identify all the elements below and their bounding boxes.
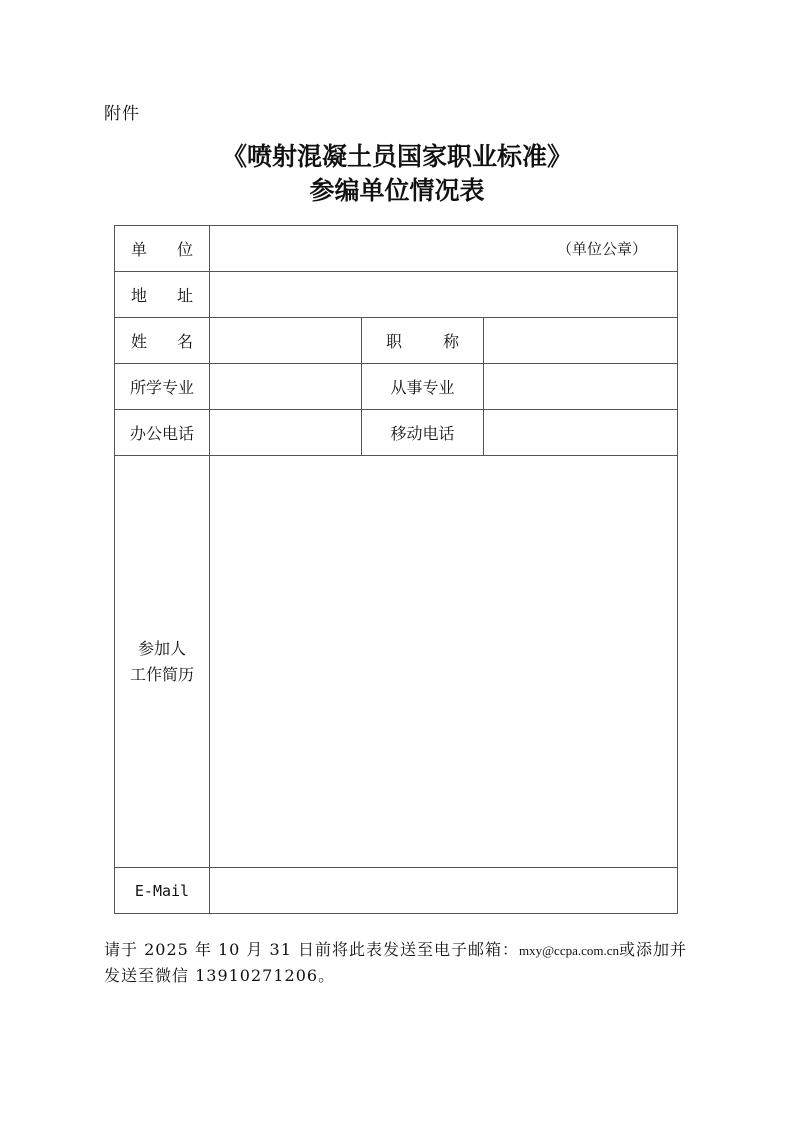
row-address	[115, 272, 678, 318]
mobile-phone-field[interactable]	[484, 410, 678, 456]
mobile-phone-label: 移动电话	[362, 410, 484, 456]
row-email	[115, 868, 678, 914]
current-field-label: 从事专业	[362, 364, 484, 410]
row-unit	[115, 226, 678, 272]
document-title: 《喷射混凝土员国家职业标准》	[221, 142, 572, 171]
submission-note: 请于 2025 年 10 月 31 日前将此表发送至电子邮箱：mxy@ccpa.com.cn或添加并发送至微信 13910271206。	[104, 940, 688, 985]
unit-field[interactable]	[210, 226, 678, 272]
row-name	[115, 318, 678, 364]
document-subtitle: 参编单位情况表	[309, 176, 485, 205]
row-work-history	[115, 456, 678, 868]
email-field[interactable]	[210, 868, 678, 914]
unit-label: 单 位	[115, 226, 210, 272]
job-title-field[interactable]	[484, 318, 678, 364]
name-field[interactable]	[210, 318, 362, 364]
job-title-label: 职 称	[362, 318, 484, 364]
work-history-label: 参加人 工作简历	[115, 456, 210, 868]
major-studied-field[interactable]	[210, 364, 362, 410]
name-label: 姓 名	[115, 318, 210, 364]
work-history-field[interactable]	[210, 456, 678, 868]
email-label: E-Mail	[115, 868, 210, 914]
unit-seal-note: （单位公章）	[557, 240, 648, 258]
office-phone-label: 办公电话	[115, 410, 210, 456]
row-major	[115, 364, 678, 410]
registration-form-table	[114, 225, 678, 914]
attachment-label: 附件	[104, 104, 140, 124]
address-field[interactable]	[210, 272, 678, 318]
row-phone	[115, 410, 678, 456]
current-field-input[interactable]	[484, 364, 678, 410]
office-phone-field[interactable]	[210, 410, 362, 456]
major-studied-label: 所学专业	[115, 364, 210, 410]
contact-email: mxy@ccpa.com.cn	[518, 943, 620, 958]
address-label: 地 址	[115, 272, 210, 318]
